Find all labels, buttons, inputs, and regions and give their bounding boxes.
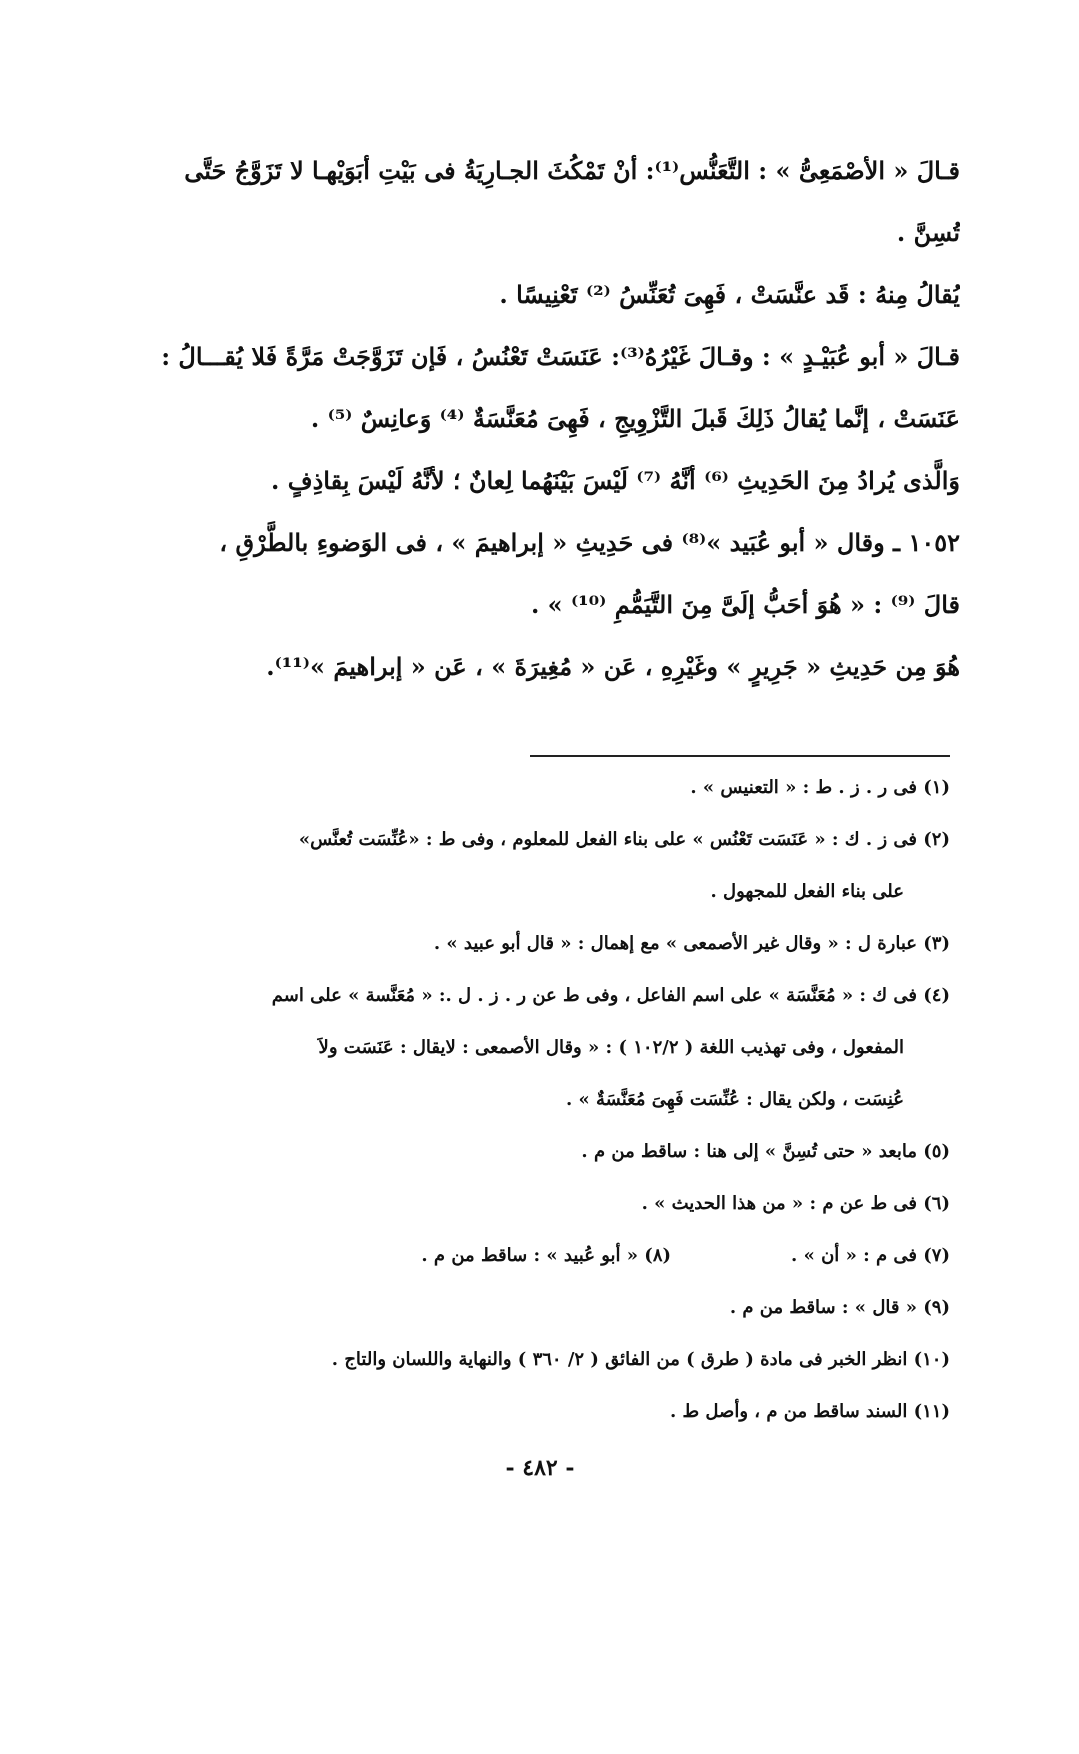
- footnote-11: (١١) السند ساقط من م ، وأصل ط .: [669, 1401, 950, 1422]
- footnote-2: (٢) فى ز . ك : « عَنَسَت تَعْنُس » على بناء الفعل للمعلوم ، وفى ط : «عُنِّسَت تُعنَّس»: [298, 829, 950, 850]
- text-line: قالَ ⁽⁹⁾ : « هُوَ أحَبُّ إلَىَّ مِنَ التَّيَمُّمِ ⁽¹⁰⁾ » .: [530, 590, 960, 619]
- footnote-1: (١) فى ر . ز . ط : « التعنيس » .: [690, 777, 950, 798]
- footnote-2-continued: على بناء الفعل للمجهول .: [710, 881, 904, 902]
- footnote-4-continued: المفعول ، وفى تهذيب اللغة ( ١٠٢/٢ ) : « وقال الأصمعى : لايقال : عَنَسَت ولاَ: [318, 1037, 904, 1058]
- footnote-4: (٤) فى ك : « مُعَنَّسَة » على اسم الفاعل ، وفى ط عن ر . ز . ل .: « مُعَنَّسة » على اسم: [271, 985, 950, 1006]
- text-line: وَالَّذى يُرادُ مِنَ الحَدِيثِ ⁽⁶⁾ أنَّهُ ⁽⁷⁾ لَيْسَ بَيْنَهُما لِعانٌ ؛ لأنَّهُ لَيْسَ بِقاذِفٍ .: [271, 466, 960, 495]
- footnotes: [160, 762, 950, 1438]
- footnote-divider: [530, 755, 950, 757]
- footnote-row-7-8: [160, 1230, 950, 1282]
- text-line: هُوَ مِن حَدِيثِ « جَرِيرٍ » وغَيْرِهِ ، عَن « مُغِيرَةَ » ، عَن « إبراهيمَ »⁽¹¹⁾.: [266, 652, 960, 681]
- text-line: قـالَ « الأصْمَعِىُّ » : التَّعَنُّس⁽¹⁾: أنْ تَمْكُثَ الجـارِيَةُ فى بَيْتِ أبَوَيْهـا لا تَزَوَّجُ حَتَّى: [184, 156, 960, 185]
- text-line: عَنَسَتْ ، إنَّما يُقالُ ذَلِكَ قَبلَ التَّزْوِيجِ ، فَهِىَ مُعَنَّسَةٌ ⁽⁴⁾ وَعانِسٌ ⁽⁵⁾ .: [310, 404, 960, 433]
- footnote-4-continued: عُنِسَت ، ولكن يقال : عُنِّسَت فَهِىَ مُعَنَّسَةٌ » .: [565, 1089, 904, 1110]
- text-line: يُقالُ مِنهُ : قَد عنَّسَتْ ، فَهِىَ تُعَنِّسُ ⁽²⁾ تَعْنِيسًا .: [499, 280, 960, 309]
- footnote-6: (٦) فى ط عن م : « من هذا الحديث » .: [641, 1193, 950, 1214]
- text-line: تُسِنَّ .: [896, 218, 960, 247]
- main-text: [160, 140, 960, 698]
- footnote-10: (١٠) انظر الخبر فى مادة ( طرق ) من الفائق ( ٢/ ٣٦٠ ) والنهاية واللسان والتاج .: [331, 1349, 950, 1370]
- footnote-8: (٨) « أبو عُبيد » : ساقط من م .: [421, 1245, 672, 1266]
- text-line: ١٠٥٢ ـ وقال « أبو عُبَيد »⁽⁸⁾ فى حَدِيثِ « إبراهيمَ » ، فى الوَضوءِ بالطَّرْقِ ،: [219, 528, 960, 557]
- footnote-9: (٩) « قال » : ساقط من م .: [729, 1297, 950, 1318]
- footnote-7: (٧) فى م : « أن » .: [791, 1245, 950, 1266]
- footnote-5: (٥) مابعد « حتى تُسِنَّ » إلى هنا : ساقط من م .: [581, 1141, 950, 1162]
- footnote-3: (٣) عبارة ل : « وقال غير الأصمعى » مع إهمال : « قال أبو عبيد » .: [433, 933, 950, 954]
- page-number: - ٤٨٢ -: [505, 1455, 575, 1481]
- text-line: قـالَ « أبو عُبَيْـدٍ » : وقـالَ غَيْرُهُ⁽³⁾: عَنَسَتْ تَعْنُسُ ، فَإن تَزَوَّجَتْ مَرَّةً فَلا يُقـــالُ :: [161, 342, 960, 371]
